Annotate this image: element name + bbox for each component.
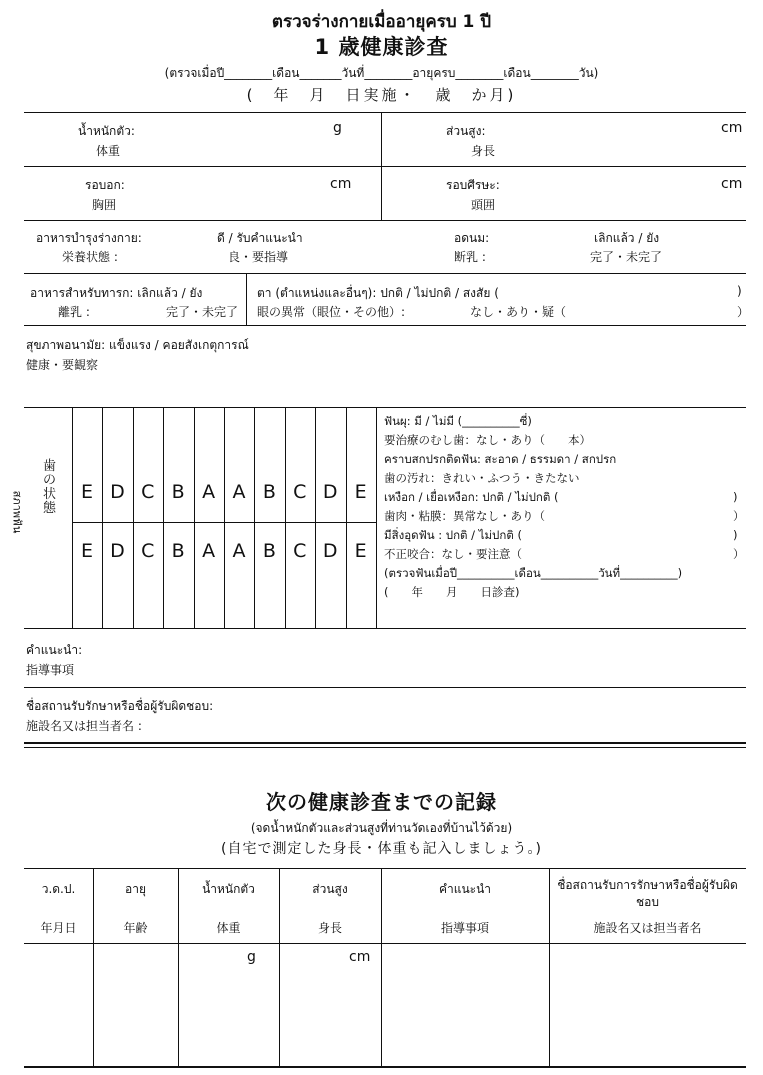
head-label-japanese: 頭囲 (471, 198, 496, 212)
records-title-japanese: 次の健康診査までの記録 (266, 790, 497, 814)
exam-date-line-thai: (ตรวจเมื่อปี________เดือน_______วันที่________อายุครบ________เดือน________วัน) (164, 66, 599, 80)
health-label-thai: สุขภาพอนามัย: แข็งแรง / คอยสังเกตุการณ์ (26, 338, 249, 352)
gum-status-thai: เหงือก / เยื่อเหงือก: ปกติ / ไม่ปกติ ( (384, 490, 559, 504)
records-header-japanese: 施設名又は担当者名 (593, 921, 702, 935)
tooth-upper: D (110, 481, 125, 503)
records-header-japanese: 年齢 (123, 921, 148, 935)
bite-status-thai: มีสิ่งอุดฟัน : ปกติ / ไม่ปกติ ( (384, 528, 522, 542)
weaning-label-thai: อดนม: (454, 231, 490, 245)
title-japanese: 1 歳健康診査 (314, 35, 449, 59)
rule (24, 273, 746, 274)
divider (72, 407, 73, 628)
nutrition-label-thai: อาหารบำรุงร่างกาย: (36, 231, 142, 245)
tooth-lower: D (110, 540, 125, 562)
records-header-thai: ชื่อสถานรับการรักษาหรือชื่อผู้รับผิดชอบ (557, 878, 738, 909)
nutrition-options-thai: ดี / รับคำแนะนำ (217, 231, 303, 245)
weight-unit: g (333, 120, 342, 136)
weaning-label-japanese: 断乳 : (454, 250, 486, 264)
tooth-lower: D (322, 540, 338, 562)
gum-status-japanese: 歯肉・粘膜：異常なし・あり（ (384, 509, 545, 523)
weight-label-thai: น้ำหนักตัว: (78, 124, 135, 138)
height-unit: cm (721, 120, 743, 136)
tooth-upper: B (262, 481, 276, 503)
records-header-japanese: 体重 (216, 921, 241, 935)
gum-close-paren-japanese: ） (733, 509, 745, 523)
weaning-options-thai: เลิกแล้ว / ยัง (594, 231, 660, 245)
records-subtitle-japanese: (自宅で測定した身長・体重も記入しましょう。) (221, 841, 542, 857)
tooth-lower: C (293, 540, 307, 562)
records-height-unit: cm (349, 949, 371, 965)
teeth-label-thai: สภาพฟัน (10, 490, 24, 534)
cavity-count-japanese: 要治療のむし歯：なし・あり（ 本） (384, 433, 591, 447)
tooth-lower: E (354, 540, 367, 562)
head-label-thai: รอบศีรษะ: (446, 178, 500, 192)
chest-label-japanese: 胸囲 (92, 198, 117, 212)
eye-label-japanese: 眼の異常（眼位・その他）: (257, 305, 406, 319)
nutrition-label-japanese: 栄養状態 : (62, 250, 118, 264)
weaning-options-japanese: 完了・未完了 (590, 250, 663, 264)
records-header-japanese: 指導事項 (440, 921, 489, 935)
records-header-thai: อายุ (125, 882, 146, 896)
teeth-grid-line (315, 407, 316, 628)
teeth-grid-line (254, 407, 255, 628)
height-label-thai: ส่วนสูง: (446, 124, 486, 138)
baby-food-label-thai: อาหารสำหรับทารก: เลิกแล้ว / ยัง (30, 286, 203, 300)
tooth-upper: E (354, 481, 367, 503)
tooth-lower: E (80, 540, 93, 562)
section-separator (24, 747, 746, 748)
teeth-grid-line (133, 407, 134, 628)
teeth-grid-line (346, 407, 347, 628)
bite-close-paren: ) (733, 528, 738, 542)
eye-label-thai: ตา (ตำแหน่งและอื่นๆ): ปกติ / ไม่ปกติ / สงสัย ( (257, 286, 499, 300)
teeth-grid-line (224, 407, 225, 628)
weight-label-japanese: 体重 (96, 144, 121, 158)
teeth-grid-line (102, 407, 103, 628)
tooth-upper: C (141, 481, 155, 503)
records-header-thai: น้ำหนักตัว (202, 882, 255, 896)
tooth-upper: A (232, 481, 246, 503)
eye-options-japanese: なし・あり・疑（ (470, 305, 567, 319)
teeth-grid-line (285, 407, 286, 628)
tooth-lower: B (262, 540, 276, 562)
baby-food-label-japanese: 離乳 : (58, 305, 90, 319)
records-header-thai: ส่วนสูง (312, 882, 348, 896)
records-weight-unit: g (247, 949, 256, 965)
tooth-upper: B (171, 481, 185, 503)
divider (376, 407, 377, 628)
title-thai: ตรวจร่างกายเมื่ออายุครบ 1 ปี (271, 12, 492, 32)
rule (24, 687, 746, 688)
rule (24, 220, 746, 221)
baby-food-options-japanese: 完了・未完了 (166, 305, 239, 319)
eye-close-paren-japanese: ） (737, 305, 750, 319)
gum-close-paren: ) (733, 490, 738, 504)
teeth-grid-line (194, 407, 195, 628)
tooth-upper: A (202, 481, 216, 503)
tooth-lower: C (141, 540, 155, 562)
tooth-stain-thai: คราบสกปรกติดฟัน: สะอาด / ธรรมดา / สกปรก (384, 452, 617, 466)
dental-exam-date-japanese: ( 年 月 日診査) (384, 585, 520, 599)
teeth-grid-line (163, 407, 164, 628)
chest-unit: cm (330, 176, 352, 192)
bite-status-japanese: 不正咬合：なし・要注意（ (384, 547, 522, 561)
tooth-upper: C (293, 481, 307, 503)
records-header-thai: คำแนะนำ (438, 882, 492, 896)
head-unit: cm (721, 176, 743, 192)
rule (24, 166, 746, 167)
cavity-count-thai: ฟันผุ: มี / ไม่มี (__________ซี่) (384, 414, 532, 428)
height-label-japanese: 身長 (471, 144, 496, 158)
eye-close-paren: ) (737, 284, 742, 298)
facility-label-thai: ชื่อสถานรับรักษาหรือชื่อผู้รับผิดชอบ: (26, 699, 214, 713)
records-header-rule (24, 943, 746, 944)
health-label-japanese: 健康・要観察 (26, 358, 99, 372)
exam-date-line-japanese: ( 年 月 日実施・ 歳 か月) (246, 86, 517, 104)
tooth-lower: B (171, 540, 185, 562)
records-subtitle-thai: (จดน้ำหนักตัวและส่วนสูงที่ท่านวัดเองที่บ้านไว้ด้วย) (250, 821, 513, 835)
records-table-bottom-rule (24, 1066, 746, 1068)
tooth-lower: A (232, 540, 246, 562)
tooth-upper: D (322, 481, 338, 503)
section-separator (24, 742, 746, 744)
tooth-lower: A (202, 540, 216, 562)
rule (24, 325, 746, 326)
records-header-thai: ว.ด.ป. (41, 882, 76, 896)
nutrition-options-japanese: 良・要指導 (228, 250, 289, 264)
tooth-upper: E (80, 481, 93, 503)
bite-close-paren-japanese: ） (733, 547, 745, 561)
rule (24, 112, 746, 113)
advice-label-thai: คำแนะนำ: (26, 643, 83, 657)
rule (24, 628, 746, 629)
facility-label-japanese: 施設名又は担当者名 : (26, 719, 142, 733)
records-table-top-rule (24, 868, 746, 869)
tooth-stain-japanese: 歯の汚れ：きれい・ふつう・きたない (384, 471, 580, 485)
records-header-japanese: 年月日 (40, 921, 77, 935)
advice-label-japanese: 指導事項 (26, 663, 75, 677)
dental-exam-date-thai: (ตรวจฟันเมื่อปี__________เดือน__________วันที่__________) (384, 566, 683, 580)
teeth-label-japanese: 歯の状態 (43, 459, 57, 516)
divider (246, 273, 247, 325)
chest-label-thai: รอบอก: (85, 178, 125, 192)
records-header-japanese: 身長 (317, 921, 342, 935)
